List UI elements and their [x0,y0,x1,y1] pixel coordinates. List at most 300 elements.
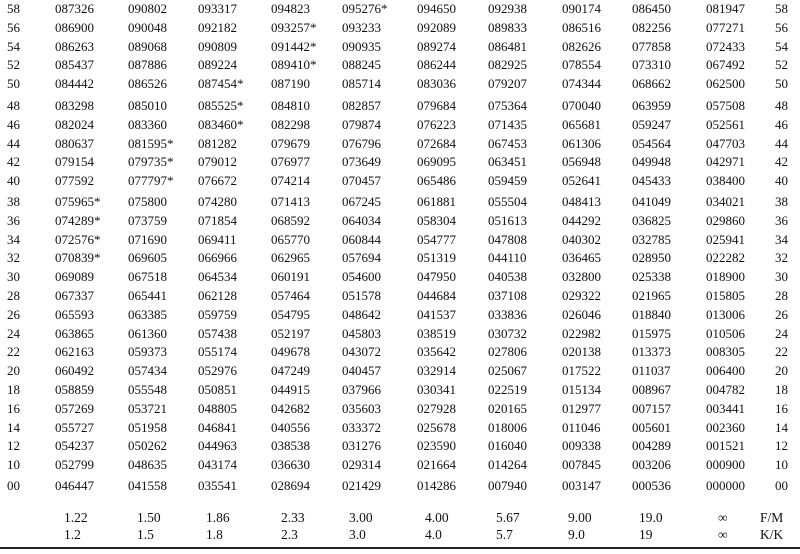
row-label-right: 38 [775,194,788,209]
row-label-right: 10 [775,457,788,473]
table-cell: 078554 [562,57,601,73]
table-cell: 083460* [198,116,244,132]
table-cell: 073310 [632,57,671,73]
table-cell: 037966 [342,382,381,397]
table-cell: 030341 [417,382,456,397]
table-cell: 013373 [632,344,671,360]
table-cell: 079684 [417,98,456,113]
table-cell: 079012 [198,154,237,170]
footer-cell: ∞ [718,527,728,542]
table-cell: 003441 [706,400,745,416]
table-cell: 047703 [706,135,745,151]
table-cell: 042971 [706,154,745,170]
table-cell: 030732 [488,325,527,341]
table-cell: 077858 [632,38,671,54]
table-row [0,75,800,93]
table-row [0,153,800,171]
table-row [0,0,800,18]
table-row [0,193,800,211]
table-cell: 022519 [488,382,527,397]
table-row [0,116,800,134]
row-label-left: 36 [7,212,20,228]
table-cell: 006400 [706,363,745,379]
table-cell: 023590 [417,438,456,454]
table-cell: 003147 [562,478,601,493]
table-cell: 038400 [706,173,745,189]
table-cell: 044292 [562,212,601,228]
table-cell: 067245 [342,194,381,209]
table-cell: 045803 [342,325,381,341]
footer-row-label: F/M [760,510,784,525]
row-label-right: 22 [775,344,788,360]
table-row [0,231,800,249]
table-cell: 043174 [198,457,237,473]
table-cell: 057438 [198,325,237,341]
row-label-left: 48 [7,98,20,113]
table-cell: 035642 [417,344,456,360]
table-cell: 065486 [417,173,456,189]
table-cell: 094823 [271,1,310,16]
table-cell: 016040 [488,438,527,454]
table-cell: 059247 [632,116,671,132]
table-cell: 066966 [198,250,237,266]
footer-row-label: K/K [760,527,784,542]
table-cell: 000536 [632,478,671,493]
table-row [0,477,800,495]
table-cell: 020138 [562,344,601,360]
footer-cell: 3.0 [349,527,366,542]
table-cell: 041558 [128,478,167,493]
table-cell: 085714 [342,76,381,92]
table-cell: 074280 [198,194,237,209]
table-cell: 008305 [706,344,745,360]
table-cell: 054564 [632,135,671,151]
table-row [0,419,800,437]
table-cell: 065681 [562,116,601,132]
table-cell: 079679 [271,135,310,151]
row-label-right: 32 [775,250,788,266]
table-cell: 048805 [198,400,237,416]
footer-cell: 1.50 [137,510,161,525]
table-cell: 057434 [128,363,167,379]
table-cell: 043072 [342,344,381,360]
table-cell: 072684 [417,135,456,151]
row-label-right: 54 [775,38,788,54]
table-cell: 071854 [198,212,237,228]
footer-cell: 2.33 [281,510,305,525]
table-cell: 042682 [271,400,310,416]
table-cell: 093317 [198,1,237,16]
table-cell: 060844 [342,231,381,247]
row-label-right: 50 [775,76,788,92]
footer-cell: 4.0 [425,527,442,542]
table-cell: 055548 [128,382,167,397]
table-cell: 031276 [342,438,381,454]
table-cell: 057464 [271,288,310,303]
table-cell: 067492 [706,57,745,73]
table-cell: 028950 [632,250,671,266]
row-label-left: 16 [7,400,20,416]
table-cell: 040302 [562,231,601,247]
table-cell: 089068 [128,38,167,54]
table-cell: 094650 [417,1,456,16]
table-cell: 085525* [198,98,244,113]
table-cell: 032914 [417,363,456,379]
table-cell: 026046 [562,306,601,322]
table-cell: 037108 [488,288,527,303]
table-cell: 081947 [706,1,745,16]
table-cell: 048635 [128,457,167,473]
table-cell: 060492 [55,363,94,379]
table-cell: 034021 [706,194,745,209]
table-cell: 040457 [342,363,381,379]
table-cell: 014264 [488,457,527,473]
table-cell: 070040 [562,98,601,113]
table-cell: 010506 [706,325,745,341]
table-cell: 076223 [417,116,456,132]
table-cell: 058859 [55,382,94,397]
table-cell: 079207 [488,76,527,92]
table-cell: 047950 [417,269,456,285]
table-row [0,287,800,305]
table-cell: 032785 [632,231,671,247]
table-cell: 044110 [488,250,527,266]
row-label-left: 42 [7,154,20,170]
table-cell: 074214 [271,173,310,189]
table-cell: 062500 [706,76,745,92]
table-row [0,212,800,230]
row-label-left: 10 [7,457,20,473]
table-cell: 029314 [342,457,381,473]
row-label-left: 14 [7,419,20,435]
table-cell: 068662 [632,76,671,92]
row-label-left: 40 [7,173,20,189]
table-cell: 007157 [632,400,671,416]
table-row [0,437,800,455]
table-cell: 070457 [342,173,381,189]
table-cell: 051319 [417,250,456,266]
table-cell: 082298 [271,116,310,132]
table-cell: 086244 [417,57,456,73]
table-cell: 076796 [342,135,381,151]
row-label-right: 00 [775,478,788,493]
table-row [0,362,800,380]
table-cell: 081282 [198,135,237,151]
table-cell: 011046 [562,419,601,435]
table-cell: 035603 [342,400,381,416]
table-cell: 082925 [488,57,527,73]
table-cell: 040556 [271,419,310,435]
row-label-left: 32 [7,250,20,266]
table-cell: 054795 [271,306,310,322]
table-cell: 047249 [271,363,310,379]
table-row [0,306,800,324]
table-cell: 061360 [128,325,167,341]
table-cell: 053721 [128,400,167,416]
table-cell: 087326 [55,1,94,16]
table-row [0,400,800,418]
row-label-left: 44 [7,135,20,151]
table-row [0,38,800,56]
table-cell: 079735* [128,154,174,170]
table-cell: 007845 [562,457,601,473]
footer-cell: ∞ [718,510,728,525]
table-cell: 015975 [632,325,671,341]
table-cell: 040538 [488,269,527,285]
table-cell: 036825 [632,212,671,228]
table-cell: 036465 [562,250,601,266]
table-cell: 089224 [198,57,237,73]
row-label-left: 58 [7,1,20,16]
footer-cell: 19 [639,527,653,542]
table-cell: 086481 [488,38,527,54]
table-cell: 084442 [55,76,94,92]
table-cell: 052641 [562,173,601,189]
row-label-left: 56 [7,19,20,35]
table-cell: 029322 [562,288,601,303]
table-cell: 054600 [342,269,381,285]
table-cell: 069089 [55,269,94,285]
table-cell: 054777 [417,231,456,247]
row-label-right: 20 [775,363,788,379]
table-cell: 092182 [198,19,237,35]
table-cell: 000000 [706,478,745,493]
table-row [0,268,800,286]
table-cell: 084810 [271,98,310,113]
table-cell: 055504 [488,194,527,209]
table-cell: 036630 [271,457,310,473]
footer-cell: 5.67 [496,510,520,525]
row-label-left: 22 [7,344,20,360]
table-cell: 073759 [128,212,167,228]
table-cell: 033836 [488,306,527,322]
row-label-right: 12 [775,438,788,454]
table-cell: 093233 [342,19,381,35]
table-cell: 059373 [128,344,167,360]
table-cell: 058304 [417,212,456,228]
table-cell: 063959 [632,98,671,113]
table-cell: 033372 [342,419,381,435]
footer-cell: 2.3 [281,527,298,542]
table-cell: 038538 [271,438,310,454]
table-row [0,97,800,115]
table-cell: 041537 [417,306,456,322]
table-cell: 015134 [562,382,601,397]
table-cell: 007940 [488,478,527,493]
table-cell: 081595* [128,135,174,151]
row-label-left: 34 [7,231,20,247]
table-cell: 065593 [55,306,94,322]
table-cell: 090174 [562,1,601,16]
table-row [0,456,800,474]
footer-cell: 4.00 [425,510,449,525]
table-row [0,249,800,267]
table-cell: 091442* [271,38,317,54]
table-cell: 051958 [128,419,167,435]
table-cell: 049948 [632,154,671,170]
table-cell: 050851 [198,382,237,397]
table-cell: 041049 [632,194,671,209]
table-cell: 077271 [706,19,745,35]
row-label-left: 20 [7,363,20,379]
table-cell: 056948 [562,154,601,170]
table-cell: 061881 [417,194,456,209]
row-label-right: 40 [775,173,788,189]
table-cell: 093257* [271,19,317,35]
footer-cell: 1.86 [206,510,230,525]
row-label-right: 46 [775,116,788,132]
table-cell: 073649 [342,154,381,170]
table-cell: 085437 [55,57,94,73]
table-cell: 021664 [417,457,456,473]
table-cell: 005601 [632,419,671,435]
table-cell: 079154 [55,154,94,170]
table-cell: 067518 [128,269,167,285]
table-cell: 082256 [632,19,671,35]
table-cell: 022282 [706,250,745,266]
row-label-left: 28 [7,288,20,303]
table-cell: 077592 [55,173,94,189]
table-cell: 062128 [198,288,237,303]
table-cell: 012977 [562,400,601,416]
table-cell: 090935 [342,38,381,54]
footer-cell: 1.5 [137,527,154,542]
table-cell: 055174 [198,344,237,360]
table-cell: 090802 [128,1,167,16]
table-cell: 063451 [488,154,527,170]
table-cell: 082857 [342,98,381,113]
table-cell: 070839* [55,250,101,266]
row-label-right: 14 [775,419,788,435]
table-cell: 088245 [342,57,381,73]
footer-cell: 1.22 [64,510,88,525]
table-cell: 083036 [417,76,456,92]
table-cell: 049678 [271,344,310,360]
table-cell: 001521 [706,438,745,454]
table-cell: 087454* [198,76,244,92]
table-cell: 035541 [198,478,237,493]
table-cell: 051613 [488,212,527,228]
table-cell: 057694 [342,250,381,266]
table-cell: 044963 [198,438,237,454]
table-cell: 065441 [128,288,167,303]
table-cell: 028694 [271,478,310,493]
table-cell: 051578 [342,288,381,303]
table-cell: 046841 [198,419,237,435]
table-cell: 050262 [128,438,167,454]
table-cell: 038519 [417,325,456,341]
table-cell: 071413 [271,194,310,209]
row-label-right: 28 [775,288,788,303]
table-cell: 052976 [198,363,237,379]
table-cell: 046447 [55,478,94,493]
table-cell: 052799 [55,457,94,473]
table-cell: 004782 [706,382,745,397]
table-cell: 082024 [55,116,94,132]
table-cell: 021429 [342,478,381,493]
row-label-right: 56 [775,19,788,35]
row-label-left: 24 [7,325,20,341]
row-label-left: 00 [7,478,20,493]
row-label-right: 44 [775,135,788,151]
table-cell: 076977 [271,154,310,170]
table-cell: 080637 [55,135,94,151]
table-cell: 072576* [55,231,101,247]
table-cell: 060191 [271,269,310,285]
table-cell: 086450 [632,1,671,16]
table-row [0,381,800,399]
table-cell: 022982 [562,325,601,341]
table-cell: 075965* [55,194,101,209]
table-cell: 011037 [632,363,671,379]
table-cell: 063385 [128,306,167,322]
row-label-left: 54 [7,38,20,54]
table-cell: 071690 [128,231,167,247]
table-cell: 044915 [271,382,310,397]
table-cell: 025338 [632,269,671,285]
table-cell: 044684 [417,288,456,303]
table-cell: 048413 [562,194,601,209]
table-cell: 004289 [632,438,671,454]
row-label-right: 30 [775,269,788,285]
table-cell: 015805 [706,288,745,303]
table-cell: 086526 [128,76,167,92]
table-cell: 065770 [271,231,310,247]
table-cell: 027806 [488,344,527,360]
table-cell: 062965 [271,250,310,266]
row-label-right: 48 [775,98,788,113]
table-cell: 062163 [55,344,94,360]
table-cell: 064534 [198,269,237,285]
row-label-left: 30 [7,269,20,285]
table-cell: 052561 [706,116,745,132]
table-cell: 013006 [706,306,745,322]
table-cell: 017522 [562,363,601,379]
table-cell: 086516 [562,19,601,35]
table-cell: 018006 [488,419,527,435]
row-label-right: 24 [775,325,788,341]
row-label-right: 34 [775,231,788,247]
table-cell: 047808 [488,231,527,247]
table-cell: 090048 [128,19,167,35]
footer-cell: 9.0 [568,527,585,542]
table-cell: 018840 [632,306,671,322]
table-cell: 090809 [198,38,237,54]
row-label-right: 42 [775,154,788,170]
table-cell: 072433 [706,38,745,54]
footer-row [0,509,800,527]
table-cell: 089274 [417,38,456,54]
table-cell: 032800 [562,269,601,285]
table-cell: 048642 [342,306,381,322]
table-cell: 074344 [562,76,601,92]
table-cell: 082626 [562,38,601,54]
table-cell: 069095 [417,154,456,170]
row-label-right: 52 [775,57,788,73]
table-row [0,325,800,343]
table-cell: 055727 [55,419,94,435]
table-cell: 045433 [632,173,671,189]
table-cell: 029860 [706,212,745,228]
row-label-left: 50 [7,76,20,92]
row-label-left: 18 [7,382,20,397]
table-cell: 083360 [128,116,167,132]
table-cell: 079874 [342,116,381,132]
row-label-left: 26 [7,306,20,322]
footer-cell: 3.00 [349,510,373,525]
table-cell: 095276* [342,1,388,16]
table-row [0,343,800,361]
